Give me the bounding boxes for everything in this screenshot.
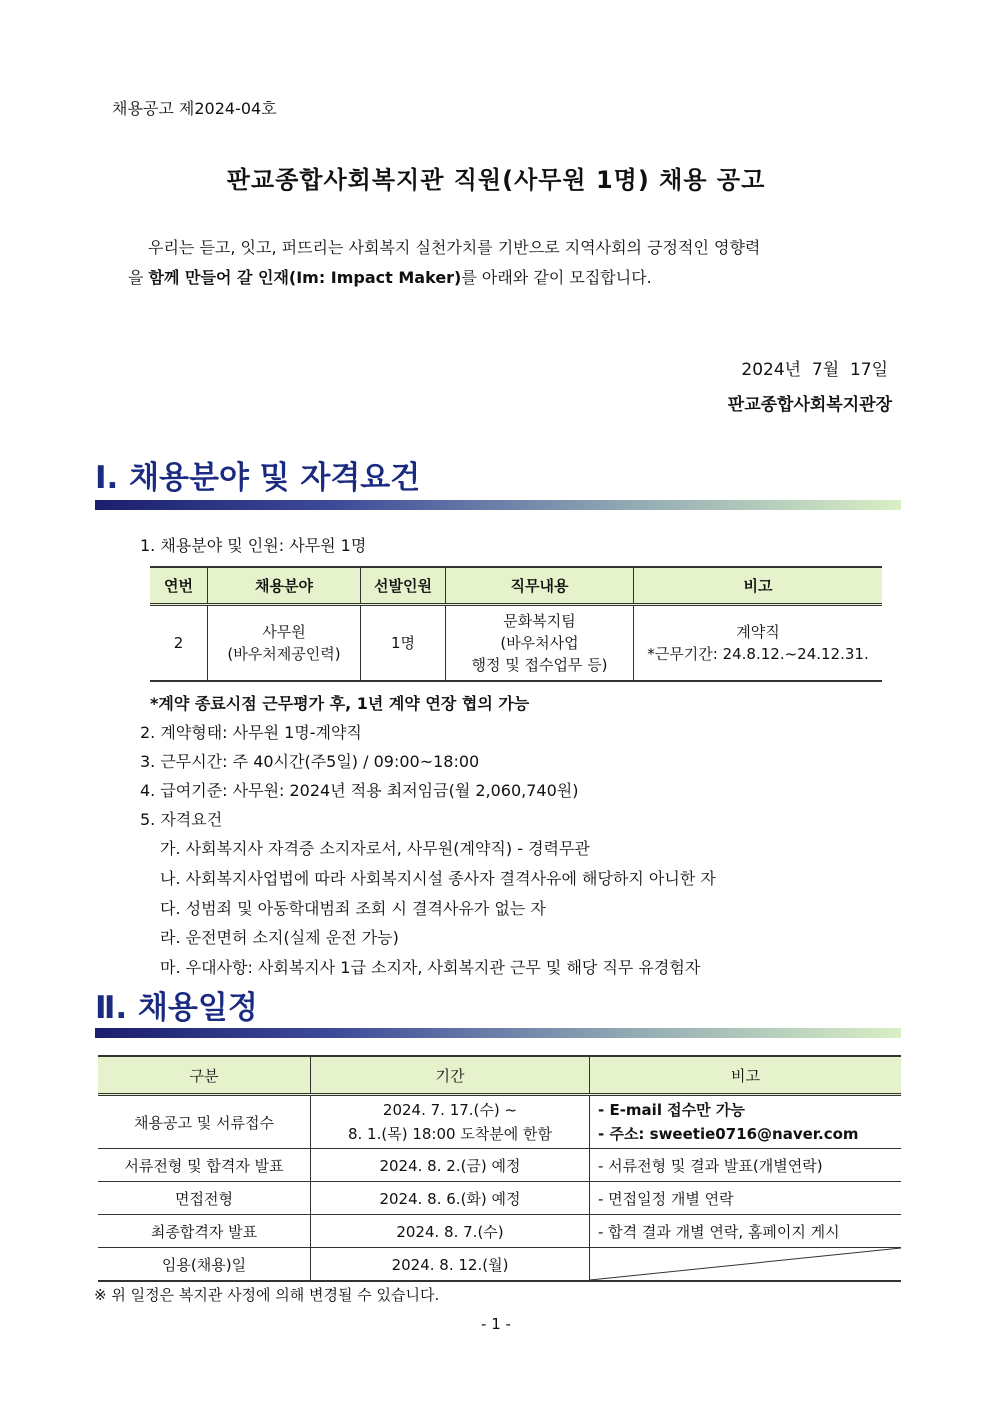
qualification-item: 라. 운전면허 소지(실제 운전 가능) <box>160 928 399 947</box>
col-header-stage: 구분 <box>98 1056 311 1095</box>
qualification-item: 가. 사회복지사 자격증 소지자로서, 사무원(계약직) - 경력무관 <box>160 839 590 858</box>
intro-line-2 <box>128 263 888 293</box>
issuer-name: 판교종합사회복지관장 <box>727 395 892 415</box>
cell-field-line-2: (바우처제공인력) <box>227 645 341 663</box>
cell-note: - 합격 결과 개별 연락, 홈페이지 게시 <box>590 1215 902 1248</box>
notice-number: 채용공고 제2024-04호 <box>112 99 277 118</box>
cell-period <box>311 1095 590 1149</box>
cell-remark <box>634 605 883 682</box>
cell-note-empty-diagonal <box>590 1248 902 1282</box>
col-header-period: 기간 <box>311 1056 590 1095</box>
cell-period-line-2: 8. 1.(목) 18:00 도착분에 한함 <box>347 1125 553 1143</box>
intro-paragraph <box>128 233 888 293</box>
table-row <box>98 1248 901 1282</box>
cell-field <box>208 605 361 682</box>
cell-period: 2024. 8. 6.(화) 예정 <box>311 1182 590 1215</box>
cell-remark-line-1: 계약직 <box>736 623 780 641</box>
cell-period-line-1: 2024. 7. 17.(수) ~ <box>382 1101 518 1119</box>
section-1-item-3: 3. 근무시간: 주 40시간(주5일) / 09:00~18:00 <box>140 752 480 771</box>
table-row <box>98 1095 901 1149</box>
document-title: 판교종합사회복지관 직원(사무원 1명) 채용 공고 <box>226 166 766 194</box>
cell-duty-line-3: 행정 및 접수업무 등) <box>471 656 608 674</box>
section-1-item-5: 5. 자격요건 <box>140 810 223 829</box>
section-1-divider <box>95 500 901 510</box>
table-header-row <box>150 567 882 605</box>
col-header-duty: 직무내용 <box>446 567 634 605</box>
cell-stage: 임용(채용)일 <box>98 1248 311 1282</box>
qualification-item: 나. 사회복지사업법에 따라 사회복지시설 종사자 결격사유에 해당하지 아니한 자 <box>160 869 716 888</box>
cell-duty <box>446 605 634 682</box>
section-1-item-1: 1. 채용분야 및 인원: 사무원 1명 <box>140 536 367 555</box>
cell-duty-line-1: 문화복지팀 <box>503 612 576 630</box>
cell-stage: 채용공고 및 서류접수 <box>98 1095 311 1149</box>
qualification-item: 마. 우대사항: 사회복지사 1급 소지자, 사회복지관 근무 및 해당 직무 유경험자 <box>160 958 701 977</box>
table-row <box>98 1149 901 1182</box>
intro-line-1: 우리는 듣고, 잇고, 퍼뜨리는 사회복지 실천가치를 기반으로 지역사회의 긍정적인 영향력 <box>148 238 761 257</box>
diagonal-slash-line <box>590 1248 901 1280</box>
cell-stage: 최종합격자 발표 <box>98 1215 311 1248</box>
intro-line-2-post: 를 아래와 같이 모집합니다. <box>461 268 652 287</box>
cell-period: 2024. 8. 7.(수) <box>311 1215 590 1248</box>
table-row <box>98 1215 901 1248</box>
intro-line-2-bold: 함께 만들어 갈 인재(Im: Impact Maker) <box>148 268 462 287</box>
section-2-divider <box>95 1028 901 1038</box>
cell-note: - 면접일정 개별 연락 <box>590 1182 902 1215</box>
notice-date: 2024년 7월 17일 <box>741 360 888 380</box>
table-note: *계약 종료시점 근무평가 후, 1년 계약 연장 협의 가능 <box>150 694 530 713</box>
cell-note-line-2: - 주소: sweetie0716@naver.com <box>598 1125 859 1143</box>
col-header-remark: 비고 <box>634 567 883 605</box>
schedule-table <box>98 1055 901 1282</box>
section-1-item-2: 2. 계약형태: 사무원 1명-계약직 <box>140 723 362 742</box>
cell-note <box>590 1095 902 1149</box>
table-header-row <box>98 1056 901 1095</box>
cell-period: 2024. 8. 12.(월) <box>311 1248 590 1282</box>
schedule-footnote: ※ 위 일정은 복지관 사정에 의해 변경될 수 있습니다. <box>94 1286 440 1304</box>
cell-field-line-1: 사무원 <box>262 623 306 641</box>
table-row <box>150 605 882 682</box>
cell-count: 1명 <box>361 605 446 682</box>
cell-no: 2 <box>150 605 208 682</box>
col-header-no: 연번 <box>150 567 208 605</box>
cell-remark-line-2: *근무기간: 24.8.12.~24.12.31. <box>647 645 869 663</box>
cell-stage: 면접전형 <box>98 1182 311 1215</box>
col-header-field: 채용분야 <box>208 567 361 605</box>
cell-stage: 서류전형 및 합격자 발표 <box>98 1149 311 1182</box>
table-row <box>98 1182 901 1215</box>
col-header-note: 비고 <box>590 1056 902 1095</box>
section-1-item-4: 4. 급여기준: 사무원: 2024년 적용 최저임금(월 2,060,740원) <box>140 781 579 800</box>
page-number: - 1 - <box>481 1315 511 1333</box>
cell-note: - 서류전형 및 결과 발표(개별연락) <box>590 1149 902 1182</box>
cell-period: 2024. 8. 2.(금) 예정 <box>311 1149 590 1182</box>
section-2-heading: Ⅱ. 채용일정 <box>95 990 258 1026</box>
section-1-heading: Ⅰ. 채용분야 및 자격요건 <box>95 460 421 496</box>
recruitment-field-table <box>150 566 882 682</box>
cell-duty-line-2: (바우처사업 <box>500 634 579 652</box>
cell-note-line-1: - E-mail 접수만 가능 <box>598 1101 745 1119</box>
intro-line-2-pre: 을 <box>128 268 149 287</box>
col-header-count: 선발인원 <box>361 567 446 605</box>
qualification-item: 다. 성범죄 및 아동학대범죄 조회 시 결격사유가 없는 자 <box>160 899 546 918</box>
